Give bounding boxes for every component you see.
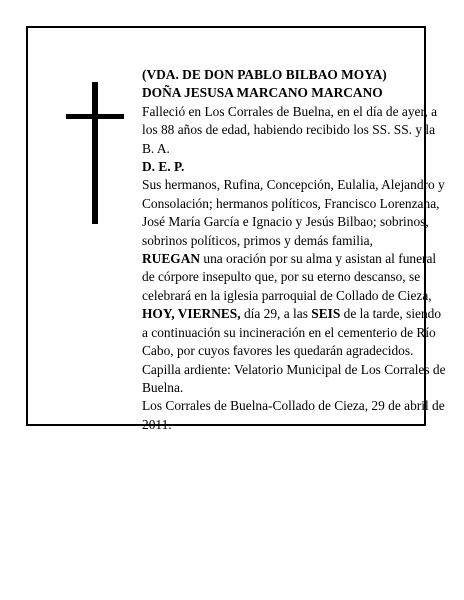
hoy-viernes-label: HOY, VIERNES, [142,306,241,322]
ruegan-label: RUEGAN [142,251,201,267]
dep-line: D. E. P. [142,159,185,175]
request-text: una oración por su alma y asistan al funeral de córpore insepulto que, por su eterno descanso, se celebrará en la iglesia parroquial de Collado de Cieza, [142,251,437,303]
funeral-time-paragraph [142,305,448,360]
day-time-text: día 29, a las [240,306,312,322]
death-paragraph: Falleció en Los Corrales de Buelna, en el día de ayer, a los 88 años de edad, habiendo recibido los SS. SS. y la B. A. [142,103,438,156]
seis-label: SEIS [311,306,341,322]
obituary-notice-frame [26,26,446,432]
chapel-paragraph: Capilla ardiente: Velatorio Municipal de Los Corrales de Buelna. [142,361,446,395]
dateline: Los Corrales de Buelna-Collado de Cieza, 29 de abril de 2011. [142,398,445,432]
cross-icon [92,82,98,224]
family-paragraph: Sus hermanos, Rufina, Concepción, Eulalia, Alejandro y Consolación; hermanos políticos, Francisco Lorenzana, José María García e Ignacio y Jesús Bilbao; sobrinos, sobrinos políticos, primos y demás familia, [142,177,445,248]
notice-text [142,66,448,434]
after-time-text: de la tarde, siendo a continuación su incineración en el cementerio de Río Cabo, por cuyos favores les quedarán agradecidos. [142,306,442,359]
deceased-name: DOÑA JESUSA MARCANO MARCANO [142,85,383,101]
request-paragraph [142,250,448,305]
widow-of-line: (VDA. DE DON PABLO BILBAO MOYA) [142,67,387,82]
cross-icon-arm [66,114,124,119]
